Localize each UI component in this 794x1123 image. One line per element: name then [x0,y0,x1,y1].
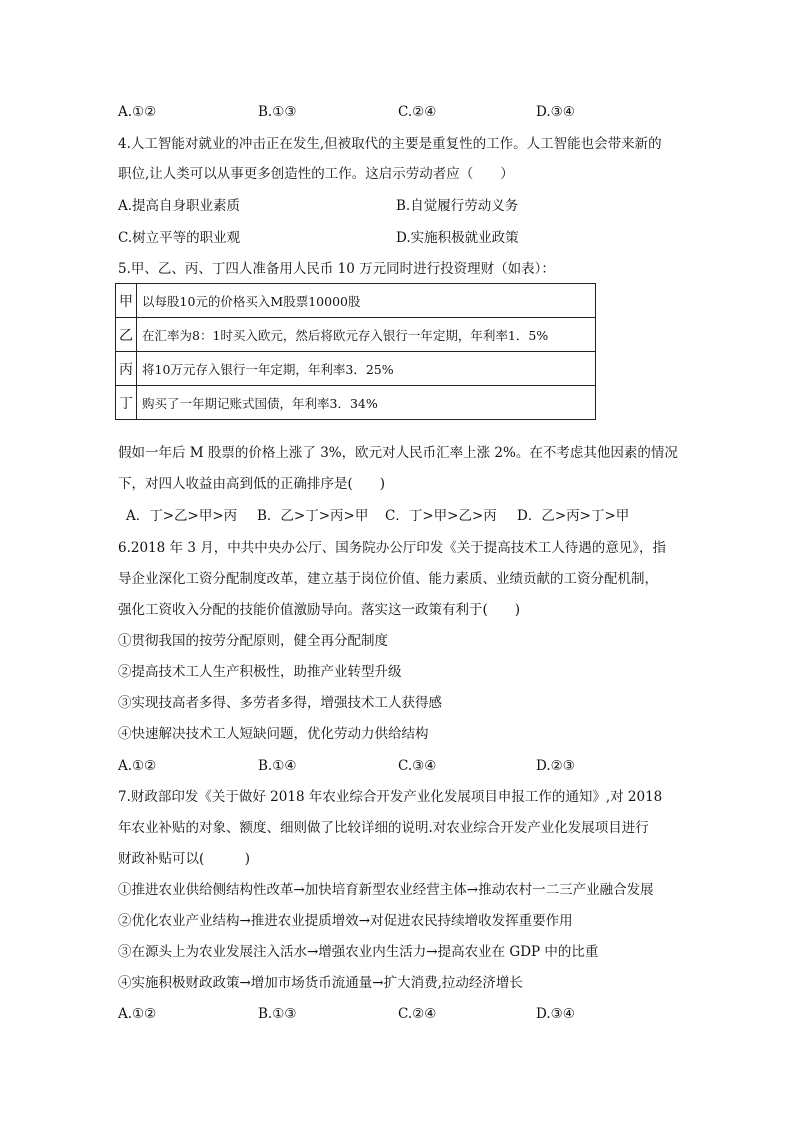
q4-options-row-2 [118,228,678,248]
q6-item-3: ③实现技高者多得、多劳者多得，增强技术工人获得感 [118,695,442,711]
q7-stem-line-2: 年农业补贴的对象、额度、细则做了比较详细的说明.对农业综合开发产业化发展项目进行 [118,820,649,836]
q6-option-a: A.①② [118,758,157,774]
q7-option-c: C.②④ [398,1006,437,1022]
q3-option-a: A.①② [118,104,157,120]
investor-cell: 丙 [116,352,137,386]
q4-stem-line-1: 4.人工智能对就业的冲击正在发生,但被取代的主要是重复性的工作。人工智能也会带来新的 [118,136,662,152]
investor-cell: 甲 [116,284,137,318]
q7-stem-line-3: 财政补贴可以( ) [118,851,251,867]
q7-item-3: ③在源头上为农业发展注入活水→增强农业内生活力→提高农业在 GDP 中的比重 [118,944,599,960]
q5-followup-line-1: 假如一年后 M 股票的价格上涨了 3%，欧元对人民币汇率上涨 2%。在不考虑其他因素的情况 [118,445,678,461]
q3-options [118,102,678,122]
table-row [116,318,596,352]
q7-option-a: A.①② [118,1006,157,1022]
q5-option-b: B．乙>丁>丙>甲 [257,508,369,524]
q5-investment-table [115,283,596,420]
q4-options-row-1 [118,196,678,216]
table-row [116,386,596,420]
table-row [116,352,596,386]
q5-followup-line-2: 下，对四人收益由高到低的正确排序是( ) [118,476,386,492]
q4-option-a: A.提高自身职业素质 [118,198,241,214]
q7-item-2: ②优化农业产业结构→推进农业提质增效→对促进农民持续增收发挥重要作用 [118,913,573,929]
plan-cell: 将10万元存入银行一年定期，年利率3．25% [137,352,596,386]
q7-options [118,1004,678,1024]
plan-cell: 购买了一年期记账式国债，年利率3．34% [137,386,596,420]
q6-stem-line-2: 导企业深化工资分配制度改革，建立基于岗位价值、能力素质、业绩贡献的工资分配机制， [118,571,658,587]
q6-item-1: ①贯彻我国的按劳分配原则，健全再分配制度 [118,633,388,649]
q7-item-1: ①推进农业供给侧结构性改革→加快培育新型农业经营主体→推动农村一二三产业融合发展 [118,882,654,898]
q4-stem-line-2: 职位,让人类可以从事更多创造性的工作。这启示劳动者应（ ） [118,166,514,182]
q7-item-4: ④实施积极财政政策→增加市场货币流通量→扩大消费,拉动经济增长 [118,975,523,991]
q5-option-d: D．乙>丙>丁>甲 [517,508,630,524]
q5-options [126,506,686,526]
q6-options [118,756,678,776]
q5-option-a: A．丁>乙>甲>丙 [126,508,238,524]
q3-option-b: B.①③ [258,104,297,120]
plan-cell: 以每股10元的价格买入M股票10000股 [137,284,596,318]
q6-option-b: B.①④ [258,758,297,774]
q6-option-c: C.③④ [398,758,437,774]
q7-option-b: B.①③ [258,1006,297,1022]
q3-option-c: C.②④ [398,104,437,120]
q5-option-c: C．丁>甲>乙>丙 [385,508,497,524]
investor-cell: 乙 [116,318,137,352]
q6-stem-line-3: 强化工资收入分配的技能价值激励导向。落实这一政策有利于( ) [118,602,521,618]
q5-stem: 5.甲、乙、丙、丁四人准备用人民币 10 万元同时进行投资理财（如表）： [118,261,555,277]
table-row [116,284,596,318]
q7-stem-line-1: 7.财政部印发《关于做好 2018 年农业综合开发产业化发展项目申报工作的通知》,对 2018 [118,789,663,805]
q6-item-2: ②提高技术工人生产积极性，助推产业转型升级 [118,664,402,680]
q4-option-c: C.树立平等的职业观 [118,230,241,246]
q6-stem-line-1: 6.2018 年 3 月，中共中央办公厅、国务院办公厅印发《关于提高技术工人待遇的意见》，指 [118,540,666,556]
q6-option-d: D.②③ [536,758,575,774]
q4-option-d: D.实施积极就业政策 [396,230,519,246]
q7-option-d: D.③④ [536,1006,575,1022]
plan-cell: 在汇率为8：1时买入欧元，然后将欧元存入银行一年定期，年利率1．5% [137,318,596,352]
q4-option-b: B.自觉履行劳动义务 [396,198,519,214]
q6-item-4: ④快速解决技术工人短缺问题，优化劳动力供给结构 [118,726,429,742]
q3-option-d: D.③④ [536,104,575,120]
investor-cell: 丁 [116,386,137,420]
